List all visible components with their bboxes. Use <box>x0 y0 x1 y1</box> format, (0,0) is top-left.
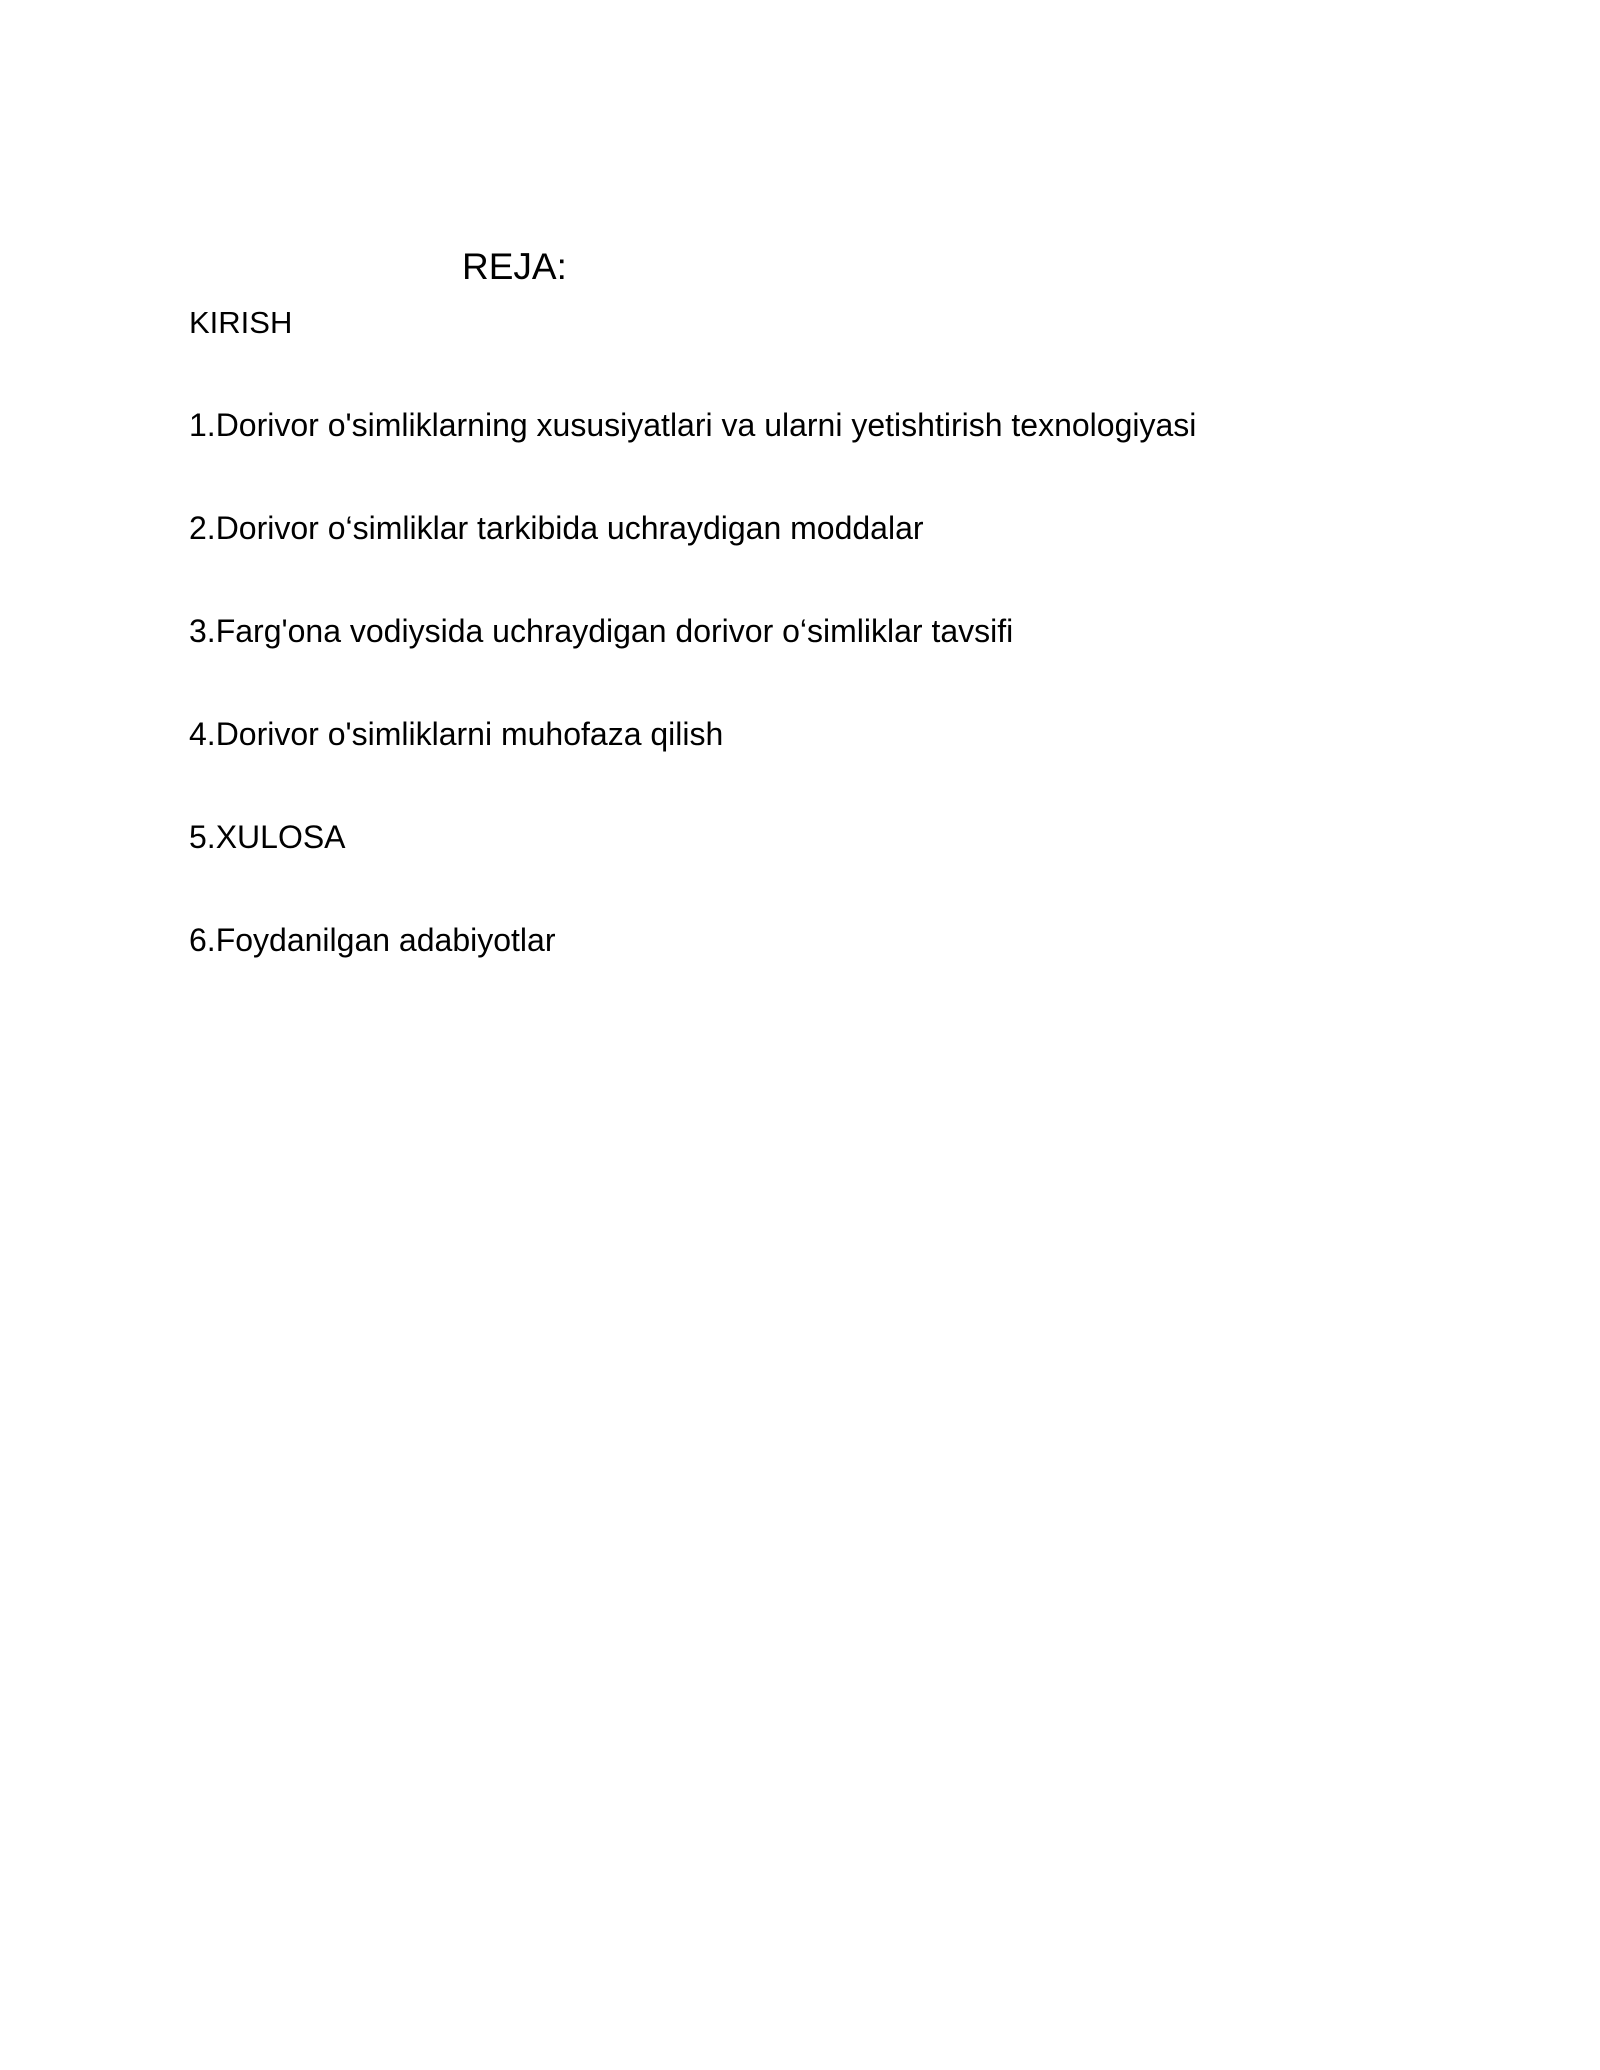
plan-item-3: 3.Farg'ona vodiysida uchraydigan dorivor o‘simliklar tavsifi <box>189 613 1014 649</box>
page-title: REJA: <box>462 246 567 287</box>
plan-item-2: 2.Dorivor o‘simliklar tarkibida uchraydigan moddalar <box>189 510 924 546</box>
intro-heading: KIRISH <box>189 305 293 340</box>
plan-item-5: 5.XULOSA <box>189 819 346 855</box>
plan-list <box>189 403 1196 1021</box>
plan-item-6: 6.Foydanilgan adabiyotlar <box>189 922 556 958</box>
plan-item-4: 4.Dorivor o'simliklarni muhofaza qilish <box>189 716 724 752</box>
plan-item-1: 1.Dorivor o'simliklarning xususiyatlari va ularni yetishtirish texnologiyasi <box>189 407 1197 443</box>
